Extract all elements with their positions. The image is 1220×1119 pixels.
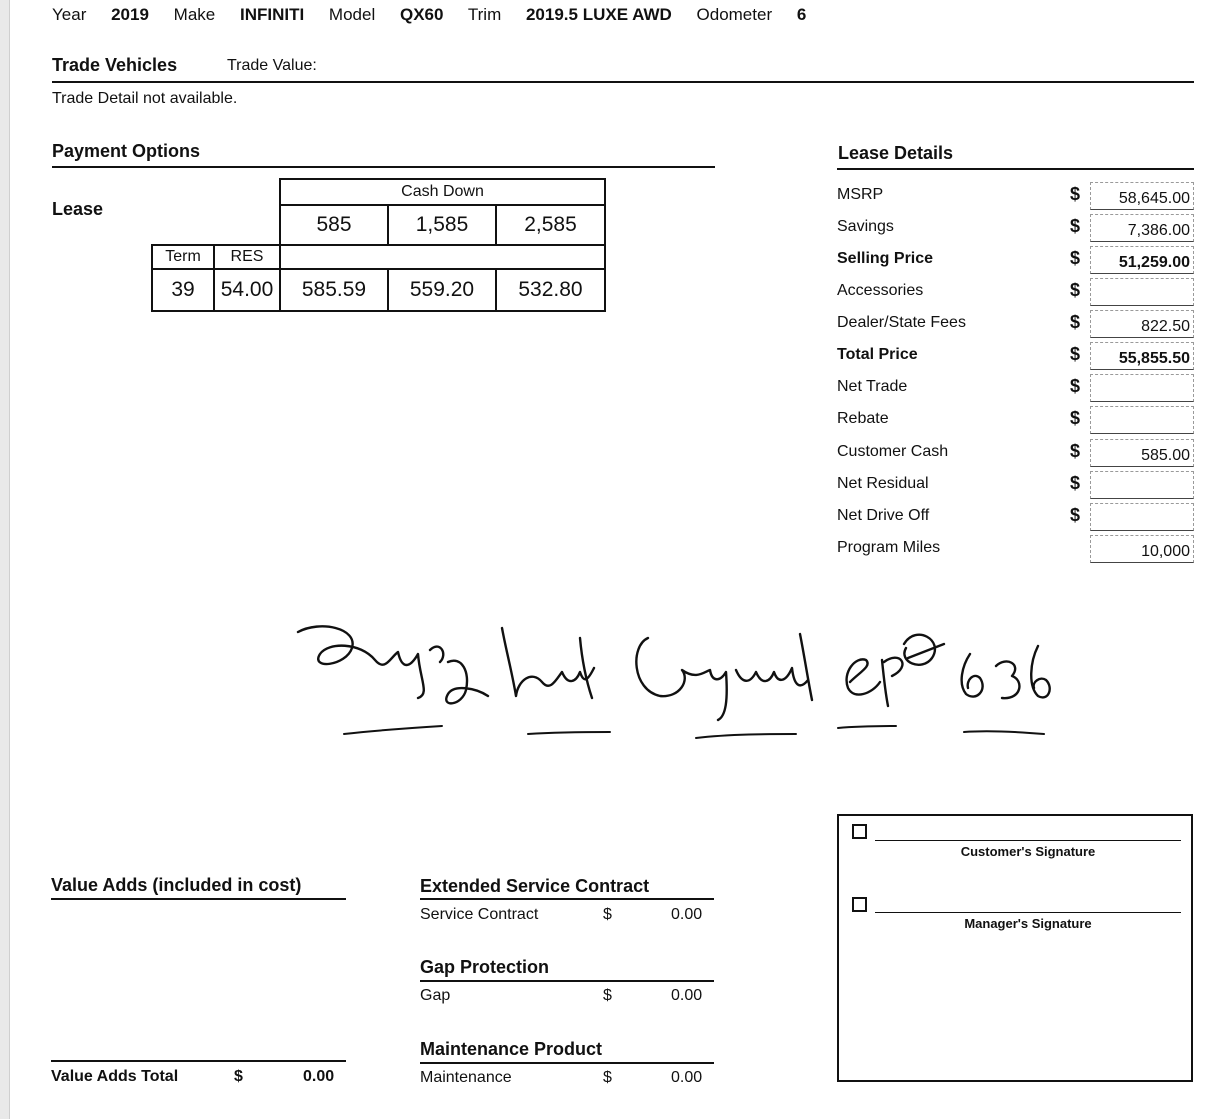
maintenance-dollar: $ [603,1069,612,1086]
lease-details-rule [837,168,1194,170]
page-edge [0,0,10,1119]
term-res-table [151,244,281,312]
lease-label: Lease [52,199,104,219]
lease-row-label: MSRP [837,186,884,203]
lease-row-value [1090,471,1194,499]
payment-amount-cell: 532.80 [496,269,605,311]
lease-row-label: Savings [837,218,894,235]
dollar-sign: $ [1070,248,1081,268]
lease-row-value [1090,278,1194,306]
dollar-sign: $ [1070,473,1081,493]
lease-row-label: Total Price [837,346,918,363]
value-adds-total-value: 0.00 [303,1068,335,1085]
lease-details-heading: Lease Details [838,143,954,163]
dollar-sign: $ [1070,376,1081,396]
dollar-sign: $ [1070,408,1081,428]
underline-stroke [838,726,896,728]
gap-label: Gap [420,987,451,1004]
vehicle-info-line [52,5,826,25]
odometer-field [697,5,807,24]
term-value: 39 [152,269,214,311]
dollar-sign: $ [1070,505,1081,525]
esc-dollar: $ [603,906,612,923]
value-adds-heading: Value Adds (included in cost) [51,875,302,895]
lease-row-value: 10,000 [1090,535,1194,563]
lease-row-msrp [837,181,1195,213]
value-adds-total-rule [51,1060,346,1062]
trade-vehicles-heading: Trade Vehicles [52,55,178,75]
lease-row-value: 822.50 [1090,310,1194,338]
handwriting-stroke [847,635,944,706]
signature-box [837,814,1193,1082]
underline-stroke [696,734,796,738]
trim-label: Trim [467,5,502,24]
maintenance-value: 0.00 [671,1069,703,1086]
handwriting-stroke [962,646,1050,698]
trade-rule [52,81,1194,83]
gap-rule [420,980,714,982]
payment-amount-cell: 559.20 [388,269,496,311]
make-field [174,5,305,24]
cash-down-table [279,178,606,312]
trim-field [468,5,672,24]
dollar-sign: $ [1070,441,1081,461]
lease-row-label: Net Residual [837,475,929,492]
handwriting-stroke [502,628,594,698]
lease-row-dealer-state-fees [837,309,1195,341]
model-value: QX60 [399,5,444,24]
cash-down-cell: 585 [280,205,388,245]
maintenance-rule [420,1062,714,1064]
lease-row-label: Accessories [837,282,924,299]
maintenance-heading: Maintenance Product [420,1039,603,1059]
value-adds-total-label: Value Adds Total [51,1068,179,1085]
model-field [329,5,444,24]
dollar-sign: $ [1070,280,1081,300]
res-value: 54.00 [214,269,280,311]
lease-row-value: 55,855.50 [1090,342,1194,370]
lease-row-label: Net Drive Off [837,507,930,524]
lease-row-savings [837,213,1195,245]
trade-detail-text: Trade Detail not available. [52,90,238,107]
trade-value-label: Trade Value: [227,57,317,74]
make-label: Make [173,5,216,24]
lease-row-net-trade [837,373,1195,405]
manager-signature-checkbox[interactable] [852,897,867,912]
lease-row-label: Program Miles [837,539,941,556]
underline-stroke [344,726,442,734]
value-adds-rule [51,898,346,900]
model-label: Model [328,5,376,24]
value-adds-total-dollar: $ [234,1068,243,1085]
underline-stroke [528,732,610,734]
handwritten-note [280,610,1070,760]
term-header: Term [152,245,214,269]
customer-signature-checkbox[interactable] [852,824,867,839]
lease-row-accessories [837,277,1195,309]
manager-signature-line[interactable] [875,912,1181,913]
maintenance-label: Maintenance [420,1069,512,1086]
customer-signature-line[interactable] [875,840,1181,841]
esc-rule [420,898,714,900]
year-value: 2019 [111,5,149,24]
lease-row-rebate [837,405,1195,437]
manager-signature-label: Manager's Signature [964,916,1092,931]
trim-value: 2019.5 LUXE AWD [525,5,672,24]
underline-stroke [964,731,1044,734]
lease-row-value: 7,386.00 [1090,214,1194,242]
lease-row-value [1090,374,1194,402]
lease-row-value [1090,503,1194,531]
lease-row-selling-price [837,245,1195,277]
odometer-value: 6 [796,5,807,24]
dollar-sign: $ [1070,344,1081,364]
lease-row-net-drive-off [837,502,1195,534]
cash-down-cell: 2,585 [496,205,605,245]
dollar-sign: $ [1070,312,1081,332]
gap-dollar: $ [603,987,612,1004]
payment-options-heading: Payment Options [52,141,201,161]
lease-row-label: Selling Price [837,250,934,267]
customer-signature-label: Customer's Signature [960,844,1096,859]
dollar-sign: $ [1070,184,1081,204]
spacer-cell [280,245,605,269]
esc-value: 0.00 [671,906,703,923]
handwriting-stroke [636,634,812,720]
payment-options-rule [52,166,715,168]
lease-row-label: Net Trade [837,378,908,395]
lease-row-value [1090,406,1194,434]
lease-row-label: Rebate [837,410,889,427]
gap-value: 0.00 [671,987,703,1004]
lease-row-customer-cash [837,438,1195,470]
cash-down-header: Cash Down [280,179,605,205]
make-value: INFINITI [239,5,305,24]
gap-heading: Gap Protection [420,957,550,977]
lease-row-label: Customer Cash [837,443,949,460]
esc-label: Service Contract [420,906,539,923]
odometer-label: Odometer [696,5,773,24]
lease-row-label: Dealer/State Fees [837,314,966,331]
lease-row-net-residual [837,470,1195,502]
year-label: Year [52,5,87,24]
lease-row-total-price [837,341,1195,373]
lease-row-program-miles [837,534,1195,566]
cash-down-cell: 1,585 [388,205,496,245]
handwriting-stroke [298,626,488,703]
esc-heading: Extended Service Contract [420,876,650,896]
lease-row-value: 58,645.00 [1090,182,1194,210]
lease-row-value: 585.00 [1090,439,1194,467]
dollar-sign: $ [1070,216,1081,236]
payment-amount-cell: 585.59 [280,269,388,311]
year-field [52,5,149,24]
res-header: RES [214,245,280,269]
lease-row-value: 51,259.00 [1090,246,1194,274]
